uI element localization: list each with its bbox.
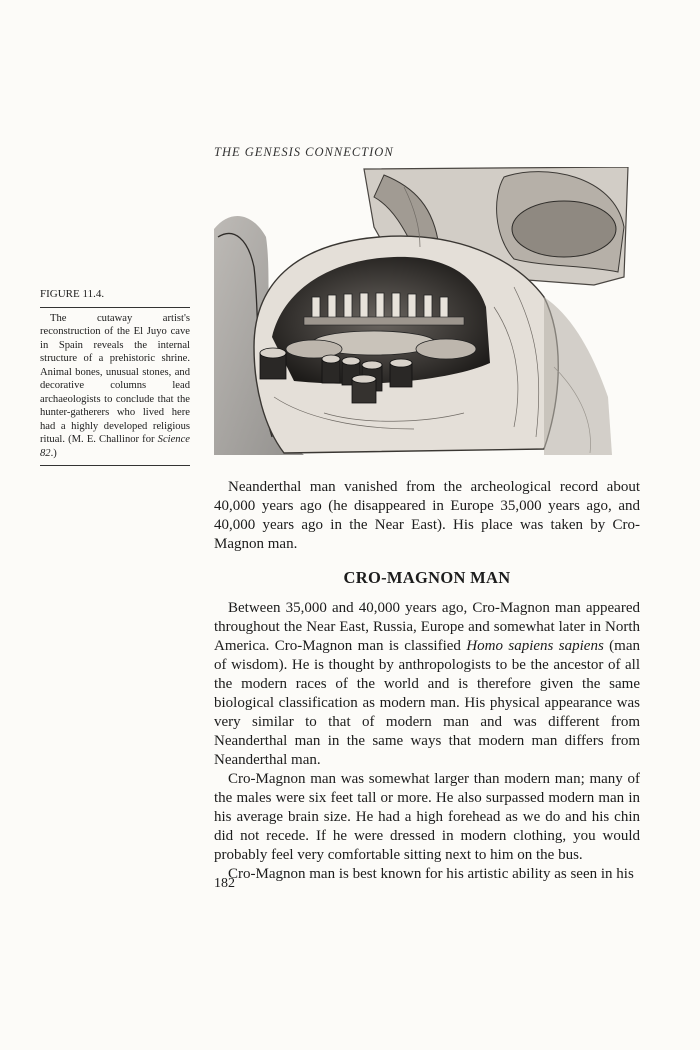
paragraph-1 xyxy=(214,599,640,770)
species-name: Homo sapiens sapiens xyxy=(466,638,604,654)
caption-text xyxy=(40,312,190,467)
cave-shrine-illustration xyxy=(214,167,630,455)
caption-source-title: Science 82 xyxy=(40,434,190,459)
running-head: THE GENESIS CONNECTION xyxy=(214,145,394,159)
page-number: 182 xyxy=(214,876,235,891)
paragraph-1-text-end: (man of wisdom). He is thought by anthropologists to be the ancestor of all the modern races of the world and is therefore given the same biological classification as modern man. His physical appearance was very similar to that of modern man and was different from Neanderthal man in the same ways that modern man differs from Neanderthal man. xyxy=(214,638,640,768)
caption-text-main: The cutaway artist's reconstruction of the El Juyo cave in Spain reveals the internal structure of a prehistoric shrine. Animal bones, unusual stones, and decorative columns lead archaeologists to conclude that the hunter-gatherers who lived here had a highly developed religious ritual. (M. E. Challinor for xyxy=(40,312,190,445)
intro-paragraph: Neanderthal man vanished from the archeological record about 40,000 years ago (he disappeared in Europe 35,000 years ago, and 40,000 years ago in the Near East). His place was taken by Cro-Magnon man. xyxy=(214,479,640,552)
figure-label: FIGURE 11.4. xyxy=(40,288,190,308)
paragraph-1-text: Between 35,000 and 40,000 years ago, Cro-Magnon man appeared throughout the Near East, Russia, Europe and somewhat later in North America. Cro-Magnon man is classified xyxy=(214,600,640,654)
section-heading: CRO-MAGNON MAN xyxy=(343,568,511,587)
caption-text-end: .) xyxy=(50,447,57,459)
intro-paragraph-block xyxy=(214,478,640,554)
section-body xyxy=(214,599,640,884)
figure-caption xyxy=(40,288,190,466)
paragraph-2: Cro-Magnon man was somewhat larger than modern man; many of the males were six feet tall or more. He also surpassed modern man in his average brain size. He had a high forehead as we do and his chin did not recede. If he were dressed in modern clothing, you would probably feel very comfortable sitting next to him on the bus. xyxy=(214,771,640,863)
paragraph-3: Cro-Magnon man is best known for his artistic ability as seen in his xyxy=(228,866,634,882)
